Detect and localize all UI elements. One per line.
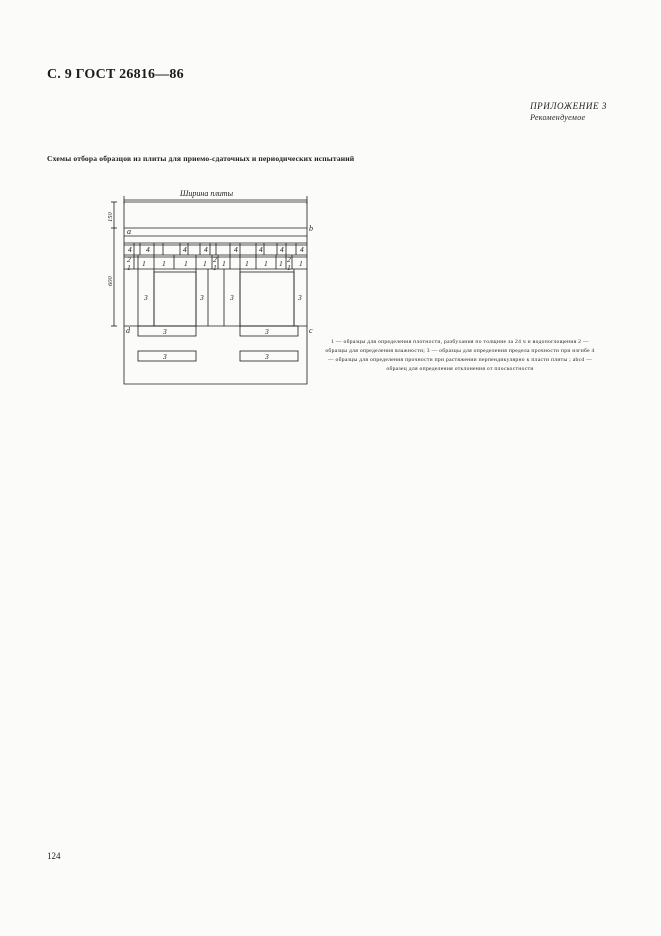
mark-3: 3: [265, 352, 269, 361]
dim-top-label: 150: [107, 212, 114, 222]
mark-2: 2: [213, 255, 217, 264]
mark-2: 2: [287, 255, 291, 264]
mark-4: 4: [183, 245, 187, 254]
bending-sample-h4: [240, 351, 298, 361]
page-header: С. 9 ГОСТ 26816—86: [47, 67, 184, 82]
mark-4: 4: [259, 245, 263, 254]
appendix-block: [530, 101, 607, 123]
mark-1: 1: [279, 259, 283, 268]
mark-3: 3: [298, 293, 302, 302]
mark-1: 1: [299, 259, 303, 268]
mark-1: 1: [287, 263, 291, 272]
mark-4: 4: [128, 245, 132, 254]
mark-1: 1: [222, 259, 226, 268]
mark-4: 4: [280, 245, 284, 254]
mark-3: 3: [230, 293, 234, 302]
mark-1: 1: [213, 263, 217, 272]
bending-sample-h2: [240, 326, 298, 336]
mark-4: 4: [146, 245, 150, 254]
mark-1: 1: [162, 259, 166, 268]
mark-1: 1: [203, 259, 207, 268]
page-number: 124: [47, 851, 61, 861]
mark-1: 1: [184, 259, 188, 268]
mark-1: 1: [127, 263, 131, 272]
appendix-label: ПРИЛОЖЕНИЕ 3: [530, 101, 607, 111]
corner-a-label: a: [127, 227, 131, 236]
appendix-status: Рекомендуемое: [530, 113, 586, 122]
mark-4: 4: [234, 245, 238, 254]
corner-d-label: d: [126, 326, 130, 335]
bending-sample-h1: [138, 326, 196, 336]
sampling-diagram: [100, 180, 315, 390]
bending-sample-h3: [138, 351, 196, 361]
mark-1: 1: [245, 259, 249, 268]
width-label: Ширина плиты: [180, 189, 233, 198]
mark-3: 3: [144, 293, 148, 302]
diagram-legend: 1 — образцы для определения плотности, разбухания по толщине за 24 ч и водопоглощения 2 — образцы для определения влажности; 3 — образцы для определения предела прочности при изгибе 4 — образцы для определения прочности при растяжении перпендикулярно к пласти плиты ; abcd — образец для определения отклонения от плоскостности: [325, 339, 595, 372]
mark-3: 3: [200, 293, 204, 302]
mark-2: 2: [127, 255, 131, 264]
scheme-title: Схемы отбора образцов из плиты для приемо-сдаточных и периодических испытаний: [47, 154, 355, 163]
bending-samples: [138, 269, 294, 326]
corner-c-label: c: [309, 326, 313, 335]
dim-side-label: 600: [107, 276, 114, 286]
mark-1: 1: [264, 259, 268, 268]
plate-outline: [124, 202, 307, 384]
corner-b-label: b: [309, 224, 313, 233]
mark-3: 3: [163, 327, 167, 336]
mark-3: 3: [265, 327, 269, 336]
mark-1: 1: [142, 259, 146, 268]
mark-4: 4: [204, 245, 208, 254]
mark-3: 3: [163, 352, 167, 361]
mark-4: 4: [300, 245, 304, 254]
